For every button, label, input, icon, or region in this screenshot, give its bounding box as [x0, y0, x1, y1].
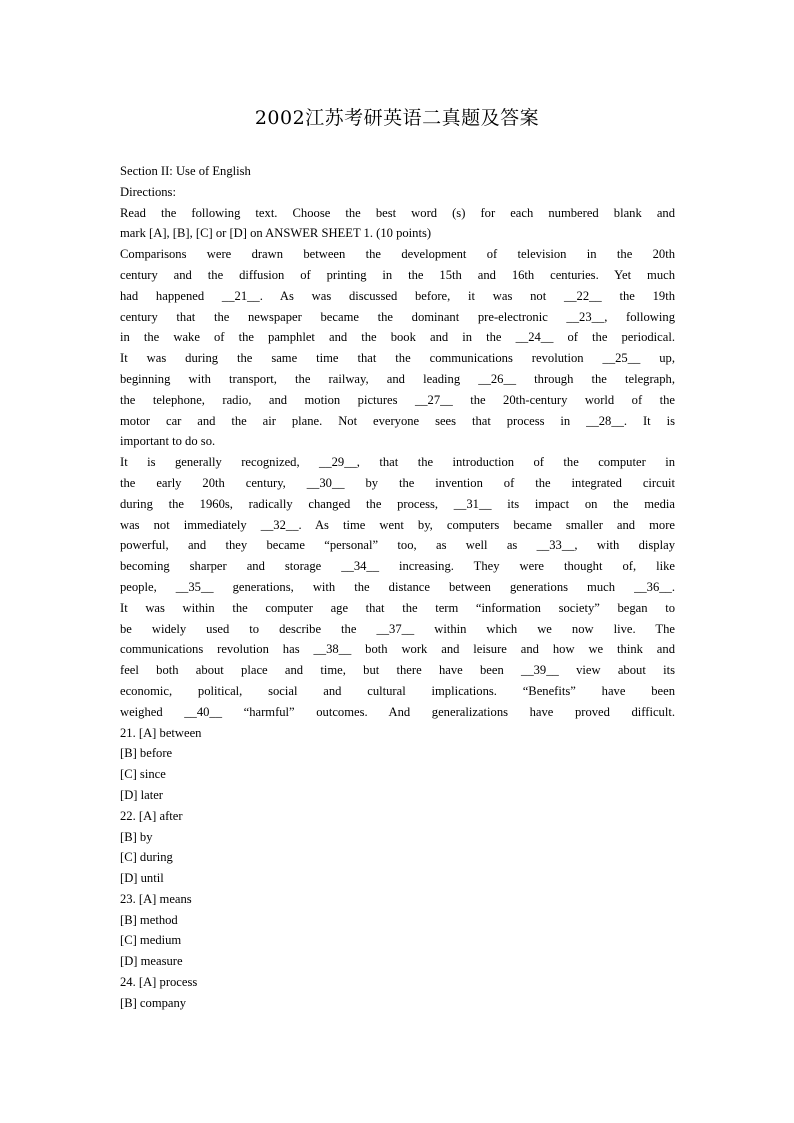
text-line: communications revolution has __38__ both work and leisure and how we think and — [120, 642, 675, 657]
text-line: [B] before — [120, 746, 173, 761]
text-line: important to do so. — [120, 434, 216, 449]
text-line: powerful, and they became “personal” too, as well as __33__, with display — [120, 538, 675, 553]
text-line: motor car and the air plane. Not everyone sees that process in __28__. It is — [120, 413, 675, 428]
text-line: Comparisons were drawn between the development of television in the 20th — [120, 247, 675, 262]
text-line: [B] company — [120, 995, 187, 1010]
text-line: [D] measure — [120, 954, 183, 969]
text-line: had happened __21__. As was discussed before, it was not __22__ the 19th — [120, 288, 675, 303]
text-line: century that the newspaper became the dominant pre-electronic __23__, following — [120, 309, 675, 324]
text-line: during the 1960s, radically changed the process, __31__ its impact on the media — [120, 496, 675, 511]
text-line: economic, political, social and cultural implications. “Benefits” have been — [120, 683, 675, 698]
text-line: Read the following text. Choose the best word (s) for each numbered blank and — [120, 205, 675, 220]
text-line: 21. [A] between — [120, 725, 202, 740]
text-line: [B] by — [120, 829, 153, 844]
text-line: Section II: Use of English — [120, 164, 251, 178]
text-line: the early 20th century, __30__ by the invention of the integrated circuit — [120, 475, 675, 490]
text-line: century and the diffusion of printing in the 15th and 16th centuries. Yet much — [120, 267, 675, 282]
text-line: [C] since — [120, 767, 166, 782]
text-line: weighed __40__ “harmful” outcomes. And generalizations have proved difficult. — [120, 704, 675, 719]
document-title: 2002江苏考研英语二真题及答案 — [254, 107, 540, 129]
text-line: It was within the computer age that the term “information society” began to — [120, 600, 675, 615]
text-line: mark [A], [B], [C] or [D] on ANSWER SHEET 1. (10 points) — [120, 226, 432, 241]
text-line: It was during the same time that the communications revolution __25__ up, — [120, 351, 675, 366]
text-line: [C] during — [120, 850, 173, 865]
document-body — [120, 161, 675, 1014]
text-line: in the wake of the pamphlet and the book and in the __24__ of the periodical. — [120, 330, 675, 345]
text-line: [B] method — [120, 912, 178, 927]
text-line: feel both about place and time, but there have been __39__ view about its — [120, 663, 675, 678]
text-line: It is generally recognized, __29__, that the introduction of the computer in — [120, 455, 675, 470]
text-line: 22. [A] after — [120, 808, 183, 823]
text-line: beginning with transport, the railway, and leading __26__ through the telegraph, — [120, 371, 675, 386]
text-line: [C] medium — [120, 933, 182, 948]
text-line: be widely used to describe the __37__ within which we now live. The — [120, 621, 675, 636]
text-line: was not immediately __32__. As time went by, computers became smaller and more — [120, 517, 675, 532]
text-line: [D] later — [120, 787, 164, 802]
text-line: [D] until — [120, 871, 164, 886]
text-line: Directions: — [120, 184, 176, 199]
text-line: people, __35__ generations, with the distance between generations much __36__. — [120, 579, 675, 594]
text-line: 24. [A] process — [120, 975, 198, 990]
text-line: becoming sharper and storage __34__ increasing. They were thought of, like — [120, 559, 675, 574]
text-line: the telephone, radio, and motion pictures __27__ the 20th-century world of the — [120, 392, 675, 407]
text-line: 23. [A] means — [120, 891, 192, 906]
